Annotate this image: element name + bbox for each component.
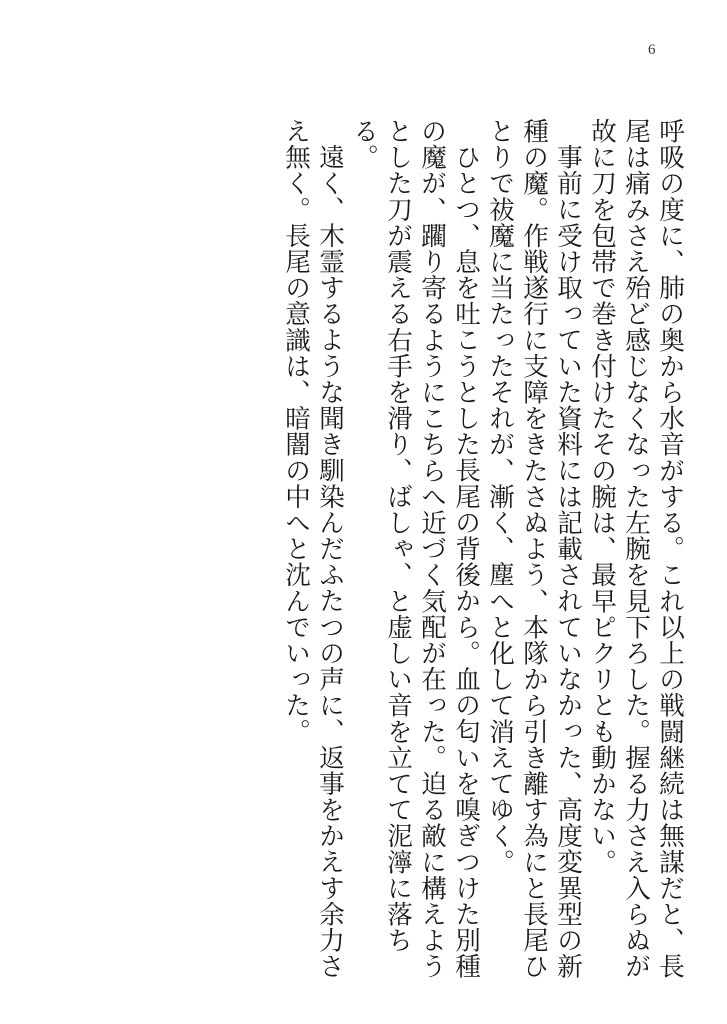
paragraph-2: 事前に受け取っていた資料には記載されていなかった、高度変異型の新種の魔。作戦遂行に支障をきたさぬよう、本隊から引き離す為にと長尾ひとりで祓魔に当たったそれが、漸く、塵へと化して消えてゆく。 (485, 118, 583, 980)
body-text (279, 118, 687, 988)
page-number: 6 (648, 42, 656, 58)
paragraph-1: 呼吸の度に、肺の奥から水音がする。これ以上の戦闘継続は無謀だと、長尾は痛みさえ殆ど感じなくなった左腕を見下ろした。握る力さえ入らぬが故に刀を包帯で巻き付けたその腕は、最早ピクリとも動かない。 (587, 118, 685, 980)
paragraph-4: 遠く、木霊するような聞き馴染んだふたつの声に、返事をかえす余力さえ無く。長尾の意識は、暗闇の中へと沈んでいった。 (281, 118, 345, 979)
paragraph-3: ひとつ、息を吐こうとした長尾の背後から。血の匂いを嗅ぎつけた別種の魔が、躙り寄るようにこちらへ近づく気配が在った。迫る敵に構えようとした刀が震える右手を滑り、ばしゃ、と虚しい音を立てて泥濘に落ちる。 (349, 118, 481, 980)
